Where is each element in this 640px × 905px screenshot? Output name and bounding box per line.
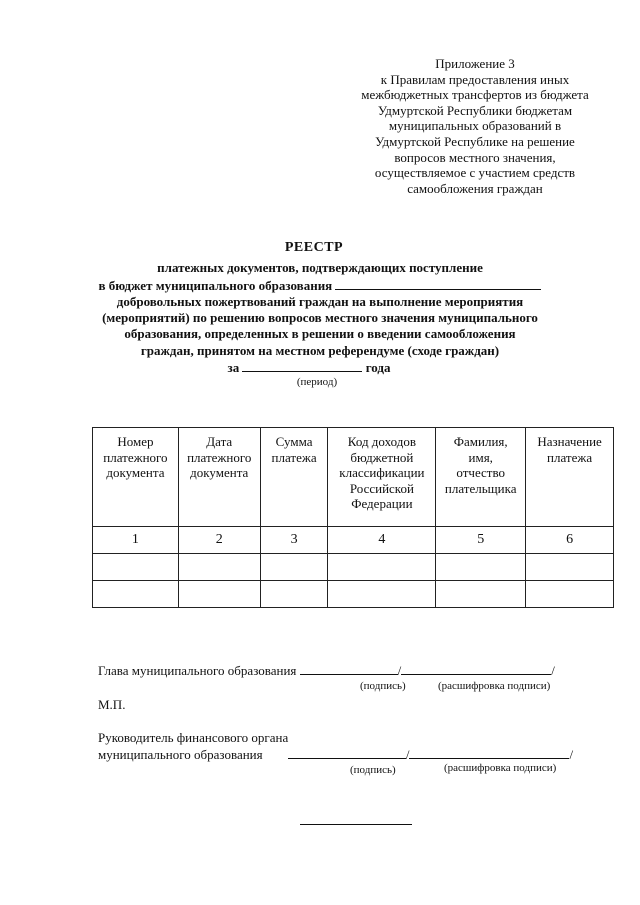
payment-register-table [92,427,614,608]
header-text: платежа [271,449,317,465]
empty-cell[interactable] [260,554,328,581]
column-number: 5 [436,527,526,554]
period-blank-field[interactable] [242,359,362,372]
empty-cell[interactable] [93,581,179,608]
title-line-text: в бюджет муниципального образования [98,277,333,293]
header-cell-payment-amount [260,428,328,527]
slash: / [397,663,402,678]
appendix-line: вопросов местного значения, [394,149,556,165]
empty-cell[interactable] [436,581,526,608]
appendix-line: Удмуртской Республике на решение [375,133,575,149]
appendix-line: Приложение 3 [435,56,515,71]
finance-signature-line [98,746,573,763]
head-signature-field[interactable] [300,662,398,675]
header-text: платежа [547,449,593,465]
period-line [0,359,620,376]
header-text: платежного [103,449,168,465]
header-text: бюджетной [350,449,414,465]
appendix-line: осуществляемое с участием средств [374,165,576,181]
column-number: 2 [178,527,260,554]
table-header-row [93,428,614,527]
header-text: классификации [339,465,425,480]
title-line: образования, определенных в решении о введении самообложения [124,326,516,342]
appendix-line: самообложения граждан [407,180,543,196]
column-number: 1 [93,527,179,554]
empty-cell[interactable] [178,554,260,581]
title-line: добровольных пожертвований граждан на выполнение мероприятия [116,293,524,309]
column-number-row [93,527,614,554]
head-label: Глава муниципального образования [98,663,297,678]
table-row [93,554,614,581]
decoding-caption: (расшифровка подписи) [444,762,557,774]
slash: / [405,747,410,762]
appendix-header [330,56,620,196]
document-title-block [20,240,620,388]
document-title: РЕЕСТР [284,240,344,255]
empty-cell[interactable] [328,581,436,608]
period-caption: (период) [296,376,338,389]
header-text: Сумма [275,434,313,449]
header-text: Дата [206,434,233,449]
finance-label-line-1: Руководитель финансового органа [98,730,289,745]
header-text: документа [190,465,249,480]
header-text: Российской [349,480,414,496]
signature-caption: (подпись) [350,764,396,776]
period-prefix: за [227,360,240,376]
title-line: платежных документов, подтверждающих поступление [157,260,483,276]
header-text: плательщика [444,480,517,496]
empty-cell[interactable] [178,581,260,608]
appendix-line: межбюджетных трансфертов из бюджета [361,87,589,103]
empty-cell[interactable] [436,554,526,581]
head-signature-line [98,662,555,679]
header-text: отчество [456,465,506,480]
header-cell-payment-purpose [526,428,614,527]
empty-cell[interactable] [93,554,179,581]
header-text: Федерации [351,496,413,511]
head-decoding-field[interactable] [401,662,551,675]
column-number: 4 [328,527,436,554]
decoding-caption: (расшифровка подписи) [438,680,551,692]
column-number: 6 [526,527,614,554]
empty-cell[interactable] [260,581,328,608]
column-number: 3 [260,527,328,554]
appendix-line: муниципальных образований в [388,118,562,134]
header-cell-budget-code [328,428,436,527]
empty-cell[interactable] [328,554,436,581]
finance-signature-field[interactable] [288,746,406,759]
bottom-divider [300,824,412,825]
finance-label: муниципального образования [98,747,263,762]
empty-cell[interactable] [526,554,614,581]
empty-cell[interactable] [526,581,614,608]
slash: / [551,663,555,678]
header-text: платежного [187,449,252,465]
header-text: документа [106,465,165,480]
header-cell-payment-number [93,428,179,527]
appendix-line: к Правилам предоставления иных [380,71,570,87]
header-text: Назначение [537,434,602,449]
header-text: Код доходов [347,434,416,449]
period-suffix: года [365,360,391,376]
finance-decoding-field[interactable] [409,746,569,759]
slash: / [569,747,574,762]
title-line: (мероприятий) по решению вопросов местного значения муниципального [102,310,538,326]
title-line-with-blank [20,277,620,294]
header-text: Номер [117,434,154,449]
signature-caption: (подпись) [360,680,406,692]
seal-placeholder: М.П. [98,697,126,712]
municipality-blank-field[interactable] [335,277,541,290]
header-text: Фамилия, [453,434,508,449]
header-text: имя, [468,449,493,465]
header-cell-payment-date [178,428,260,527]
appendix-line: Удмуртской Республики бюджетам [377,102,573,118]
title-line: граждан, принятом на местном референдуме (сходе граждан) [140,342,500,358]
header-cell-payer-name [436,428,526,527]
table-row [93,581,614,608]
